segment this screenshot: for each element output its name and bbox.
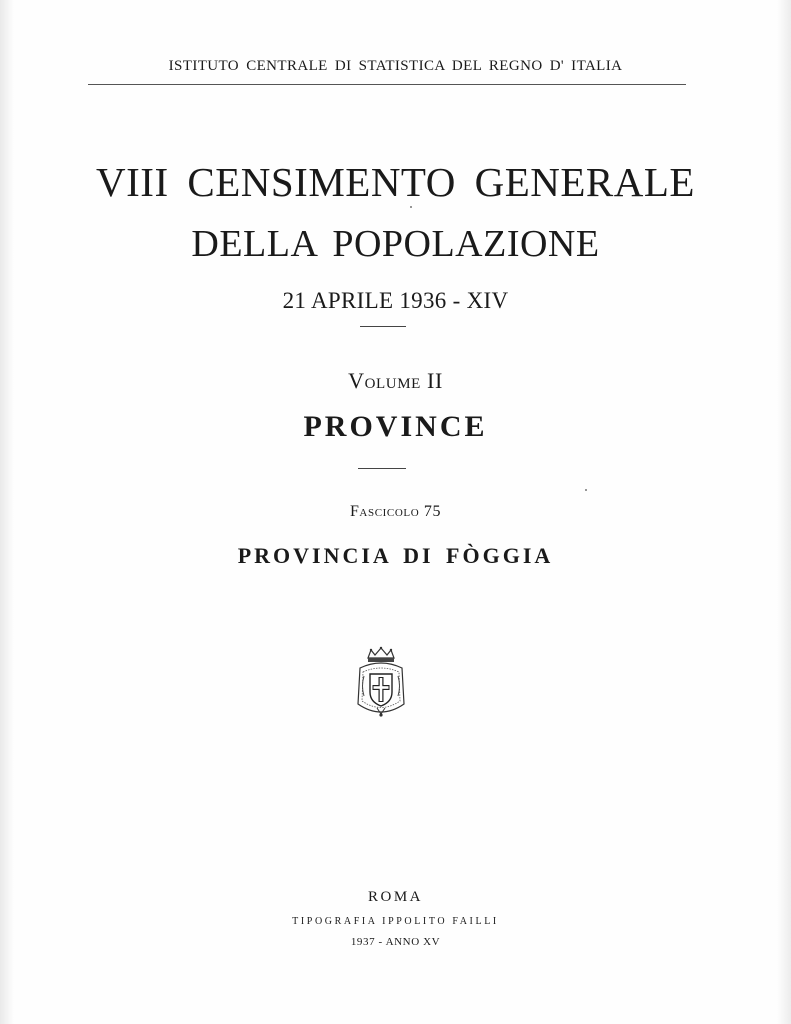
- title-divider: [360, 326, 406, 327]
- scan-speck: [410, 206, 412, 208]
- province-name: PROVINCIA DI FÒGGIA: [237, 543, 554, 568]
- imprint-city: ROMA: [367, 889, 423, 905]
- volume-section: PROVINCE: [303, 410, 488, 443]
- header-divider: [88, 84, 686, 85]
- imprint-year: 1937 - ANNO XV: [350, 936, 441, 948]
- census-date: 21 APRILE 1936 - XIV: [282, 288, 509, 313]
- imprint-printer: TIPOGRAFIA IPPOLITO FAILLI: [292, 916, 499, 927]
- census-title-line-1: VIII CENSIMENTO GENERALE: [96, 159, 695, 205]
- savoy-coat-of-arms-icon: [354, 646, 408, 718]
- volume-label: Volume II: [348, 368, 443, 393]
- scan-speck: [585, 489, 587, 491]
- institute-name: ISTITUTO CENTRALE DI STATISTICA DEL REGNO D' ITALIA: [168, 58, 623, 74]
- fascicle-label: Fascicolo 75: [349, 503, 442, 520]
- volume-divider: [358, 468, 406, 469]
- census-title-line-2: DELLA POPOLAZIONE: [191, 223, 600, 265]
